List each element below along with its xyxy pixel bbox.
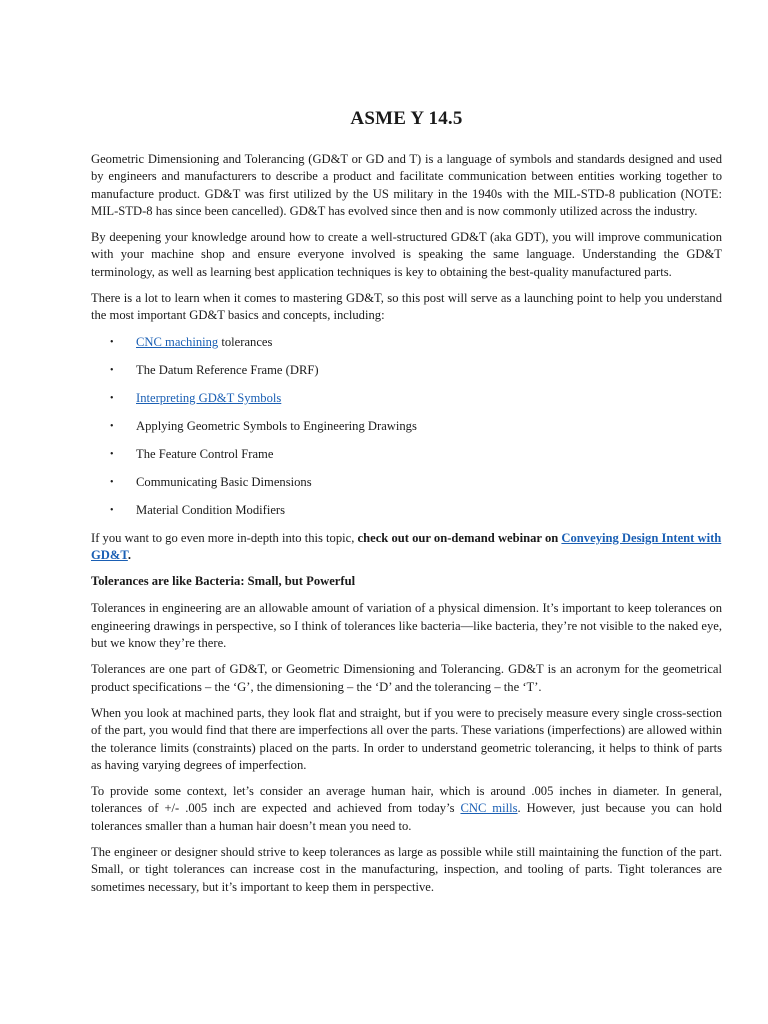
intro-paragraph-1: Geometric Dimensioning and Tolerancing (GD&T or GD and T) is a language of symbols and standards designed and used by engineers and manufacturers to describe a product and facilitate communication between entities working together to manufacture product. GD&T was first utilized by the US military in the 1940s with the MIL-STD-8 publication (NOTE: MIL-STD-8 has since been cancelled). GD&T has evolved since then and is now commonly utilized across the industry. bbox=[91, 152, 722, 218]
list-item bbox=[110, 446, 722, 463]
webinar-link[interactable]: Conveying Design Intent with GD&T bbox=[91, 530, 722, 562]
list-item-text: tolerances bbox=[218, 334, 273, 349]
section-paragraph-5: The engineer or designer should strive to keep tolerances as large as possible while still maintaining the function of the part. Small, or tight tolerances can increase cost in the manufacturing, inspection, and tooling of parts. Tight tolerances are sometimes necessary, but it’s important to keep them in perspective. bbox=[91, 845, 722, 894]
paragraph-4-end: . However, just because you can hold tolerances smaller than a human hair doesn’t mean you need to. bbox=[91, 801, 722, 833]
intro-paragraph-2: By deepening your knowledge around how to create a well-structured GD&T (aka GDT), you will improve communication with your machine shop and ensure everyone involved is speaking the same language. Understanding the GD&T terminology, as well as learning best application techniques is key to obtaining the best-quality manufactured parts. bbox=[91, 230, 722, 279]
bullet-icon: • bbox=[110, 420, 114, 432]
list-item-text: Communicating Basic Dimensions bbox=[136, 474, 312, 489]
list-item bbox=[110, 418, 722, 435]
webinar-end-text: . bbox=[127, 547, 132, 562]
section-paragraph-1: Tolerances in engineering are an allowable amount of variation of a physical dimension. It’s important to keep tolerances on engineering drawings in perspective, so I think of tolerances like bacteria—like bacteria, they’re not visible to the naked eye, but we know they’re there. bbox=[91, 601, 722, 651]
section-heading: Tolerances are like Bacteria: Small, but Powerful bbox=[91, 574, 356, 589]
bullet-icon: • bbox=[110, 476, 114, 488]
section-paragraph-3: When you look at machined parts, they look flat and straight, but if you were to precisely measure every single cross-section of the part, you would find that there are imperfections all over the parts. These variations (imperfections) are allowed within the tolerance limits (constraints) placed on the parts. In order to understand geometric tolerancing, it helps to think of parts as having varying degrees of imperfection. bbox=[91, 705, 722, 772]
webinar-lead-text: If you want to go even more in-depth into this topic, bbox=[91, 530, 358, 545]
interpreting-symbols-link[interactable]: Interpreting GD&T Symbols bbox=[136, 390, 282, 405]
cnc-mills-link[interactable]: CNC mills bbox=[460, 801, 518, 816]
section-paragraph-2: Tolerances are one part of GD&T, or Geometric Dimensioning and Tolerancing. GD&T is an acronym for the geometrical product specifications – the ‘G’, the dimensioning – the ‘D’ and the tolerancing – the ‘T’. bbox=[91, 662, 722, 694]
cnc-machining-link[interactable]: CNC machining bbox=[136, 334, 219, 349]
topics-list bbox=[91, 334, 722, 519]
paragraph-4-start: To provide some context, let’s consider an average human hair, which is around .005 inches in diameter. In general, tolerances of +/- .005 inch are expected and achieved from today’s bbox=[91, 784, 722, 816]
bullet-icon: • bbox=[110, 392, 114, 404]
list-item bbox=[110, 362, 722, 379]
page-title: ASME Y 14.5 bbox=[350, 108, 463, 129]
webinar-paragraph bbox=[91, 530, 722, 565]
webinar-bold-text: check out our on-demand webinar on bbox=[357, 530, 562, 545]
list-item-text: The Datum Reference Frame (DRF) bbox=[136, 362, 319, 377]
list-item-text: Material Condition Modifiers bbox=[136, 502, 286, 517]
bullet-icon: • bbox=[110, 504, 114, 516]
list-item bbox=[110, 474, 722, 491]
list-item bbox=[110, 390, 722, 407]
intro-paragraph-3: There is a lot to learn when it comes to mastering GD&T, so this post will serve as a launching point to help you understand the most important GD&T basics and concepts, including: bbox=[91, 291, 722, 323]
list-item bbox=[110, 334, 722, 351]
list-item bbox=[110, 502, 722, 519]
section-paragraph-4 bbox=[91, 783, 722, 835]
list-item-text: The Feature Control Frame bbox=[136, 446, 274, 461]
bullet-icon: • bbox=[110, 448, 114, 460]
bullet-icon: • bbox=[110, 364, 114, 376]
bullet-icon: • bbox=[110, 336, 114, 348]
list-item-text: Applying Geometric Symbols to Engineering Drawings bbox=[136, 418, 417, 433]
